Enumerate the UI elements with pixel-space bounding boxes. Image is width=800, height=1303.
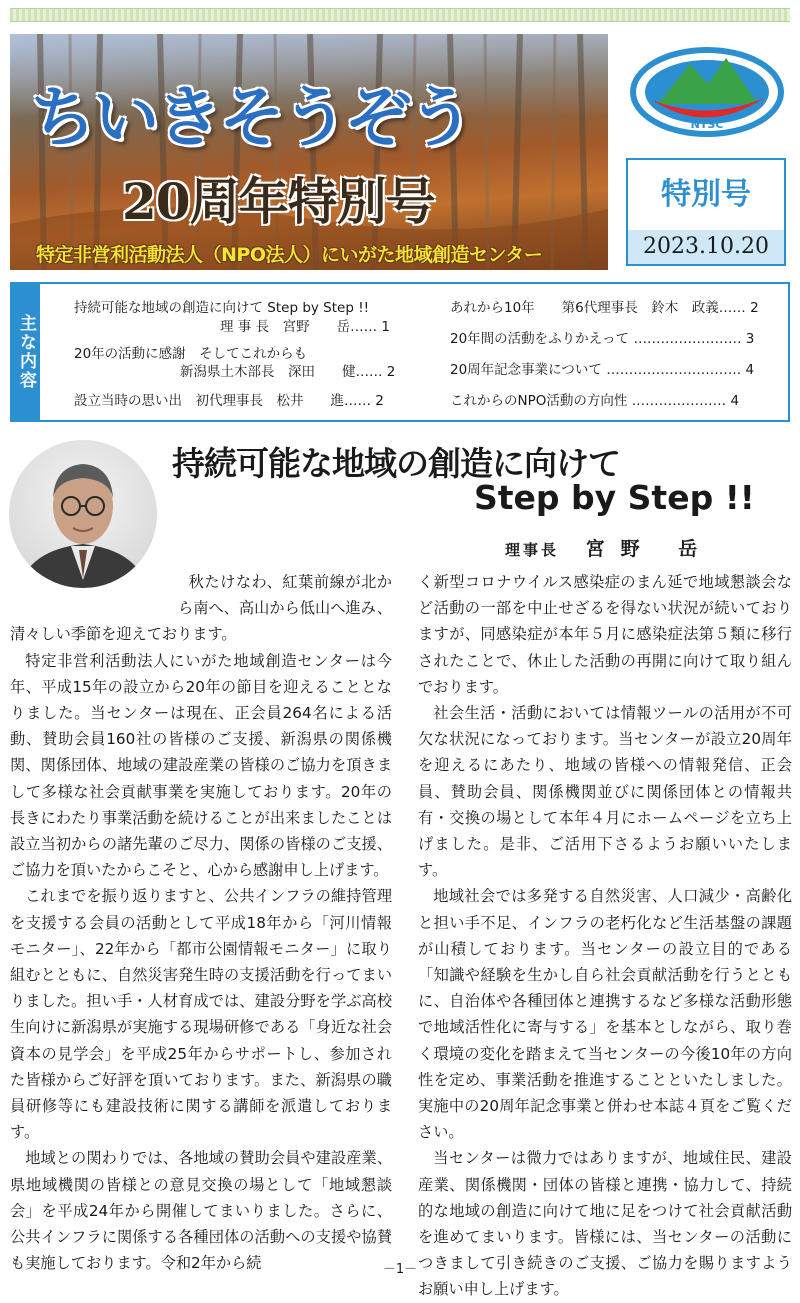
toc-item-text: 20年の活動に感謝 そしてこれからも (74, 346, 308, 362)
toc-page-number: 4 (745, 362, 755, 378)
toc-page-number: 1 (381, 319, 390, 335)
toc-page-number: 2 (386, 364, 396, 380)
issue-info-box (626, 158, 786, 266)
toc-page-number: 4 (730, 393, 740, 409)
article-column-right (418, 569, 792, 1303)
toc-item-text: 20周年記念事業について ………………………… (450, 362, 742, 378)
logo-text: NTSC (690, 118, 724, 131)
author-name: 宮野 岳 (585, 538, 714, 560)
person-portrait-icon (9, 440, 157, 588)
magazine-title: ちいきそうぞう (30, 79, 471, 156)
toc-item[interactable] (74, 389, 384, 409)
issue-label: 特別号 (661, 177, 751, 212)
article-title-english: Step by Step !! (474, 478, 755, 517)
toc-item-text: 持続可能な地域の創造に向けて Step by Step !! (74, 300, 370, 316)
toc-item[interactable] (74, 296, 369, 316)
toc-item-text: 20年間の活動をふりかえって …………………… (450, 331, 742, 347)
article-paragraph: これまでを振り返りますと、公共インフラの維持管理を支援する会員の活動として平成18年から「河川情報モニター」、22年から「都市公園情報モニター」に取り組むとともに、自然災害発生時の支援活動を行ってまいりました。担い手・人材育成では、建設分野を学ぶ高校生向けに新潟県が実施する現場研修である「身近な社会資本の見学会」を平成25年からサポートし、参加された皆様からご好評を頂いております。また、新潟県の職員研修等にも建設技術に関する講師を派遣しております。 (10, 887, 392, 1142)
article-paragraph: 特定非営利活動法人にいがた地域創造センターは今年、平成15年の設立から20年の節目を迎えることとなりました。当センターは現在、正会員264名による活動、賛助会員160社の皆様のご支援、新潟県の関係機関、関係団体、地域の建設産業の皆様のご協力を頂きまして多様な社会貢献事業を実施しております。20年の長きにわたり事業活動を続けることが出来ましたことは設立当初からの諸先輩のご尽力、関係の皆様のご支援、ご協力を頂いたからこそと、心から感謝申し上げます。 (10, 651, 392, 880)
top-decorative-bar (10, 8, 790, 22)
article-byline (505, 534, 713, 561)
article-paragraph: 地域社会では多発する自然災害、人口減少・高齢化と担い手不足、インフラの老朽化など生活基盤の課題が山積しております。当センターの設立目的である「知識や経験を生かし自ら社会貢献活動を行うとともに、自治体や各種団体と連携するなど多様な活動形態で地域活性化に寄与する」を基本としながら、取り巻く環境の変化を踏まえて当センターの今後10年の方向性を定め、事業活動を推進することといたしました。実施中の20周年記念事業と併わせ本誌４頁をご覧ください。 (418, 887, 792, 1142)
masthead-banner (10, 34, 608, 270)
toc-page-number: 3 (745, 331, 755, 347)
portrait-wrap-space (10, 569, 178, 621)
toc-item-text: 新潟県土木部長 深田 健…… (180, 364, 383, 380)
toc-item[interactable] (450, 389, 739, 409)
toc-page-number: 2 (750, 300, 759, 316)
article-paragraph: 社会生活・活動においては情報ツールの活用が不可欠な状況になっております。当センターが設立20周年を迎えるにあたり、地域の皆様への情報発信、正会員、賛助会員、関係機関並びに関係団体との情報共有・交換の場として本年４月にホームページを立ち上げました。是非、ご活用下さるようお願いいたします。 (418, 704, 792, 880)
issue-date: 2023.10.20 (628, 230, 784, 264)
toc-item-text: 理 事 長 宮野 岳…… (220, 319, 378, 335)
table-of-contents (10, 282, 790, 422)
toc-page-number: 2 (375, 393, 384, 409)
toc-item[interactable] (450, 296, 759, 316)
toc-item-text: これからのNPO活動の方向性 ………………… (450, 393, 727, 409)
article-title: 持続可能な地域の創造に向けて (172, 444, 620, 483)
toc-item[interactable] (450, 327, 754, 347)
toc-item[interactable] (74, 342, 307, 362)
author-portrait (9, 440, 157, 588)
mountain-logo-icon (628, 44, 786, 138)
toc-item[interactable] (180, 360, 395, 380)
special-issue-subtitle: 20周年特別号 (122, 172, 435, 231)
ntsc-logo (628, 44, 786, 138)
article-paragraph: 当センターは微力ではありますが、地域住民、建設産業、関係機関・団体の皆様と連携・協力して、持続的な地域の創造に向けて地に足をつけて社会貢献活動を進めてまいります。皆様には、当センターの活動につきまして引き続きのご支援、ご協力を賜りますようお願い申し上げます。 (418, 1149, 792, 1299)
toc-item[interactable] (220, 315, 390, 335)
article-column-left (10, 569, 392, 1276)
toc-item-text: 設立当時の思い出 初代理事長 松井 進…… (74, 393, 371, 409)
author-role: 理事長 (505, 541, 560, 559)
article-paragraph: く新型コロナウイルス感染症のまん延で地域懇談会など活動の一部を中止せざるを得ない状況が続いておりますが、同感染症が本年５月に感染症法第５類に移行されたことで、休止した活動の再開に向けて取り組んでおります。 (418, 573, 792, 696)
article-paragraph: 地域との関わりでは、各地域の賛助会員や建設産業、県地域機関の皆様との意見交換の場として「地域懇談会」を平成24年から開催してまいりました。さらに、公共インフラに関係する各種団体の活動への支援や協賛も実施しております。令和2年から続 (10, 1149, 392, 1273)
toc-item-text: あれから10年 第6代理事長 鈴木 政義…… (450, 300, 746, 316)
toc-heading: 主な内容 (12, 284, 40, 420)
organization-name: 特定非営利活動法人（NPO法人）にいがた地域創造センター (36, 244, 543, 266)
article-paragraph: 秋たけなわ、紅葉前線が北から南へ、高山から低山へ進み、清々しい季節を迎えております。 (10, 573, 392, 644)
toc-item[interactable] (450, 358, 754, 378)
page-number: －1－ (382, 1262, 418, 1277)
